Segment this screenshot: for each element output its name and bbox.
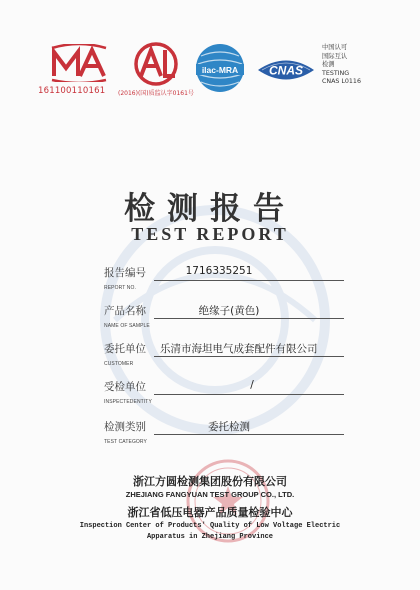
cnas-line-4: TESTING <box>322 69 350 77</box>
cnas-line-3: 检测 <box>322 61 335 68</box>
ilac-mra-text: ilac-MRA <box>201 65 239 75</box>
field-value: 委托检测 <box>208 421 250 433</box>
field-underline <box>154 434 344 435</box>
cma-number: 161100110161 <box>38 86 106 96</box>
ilac-mra-logo-icon <box>193 42 247 94</box>
field-underline <box>154 356 344 357</box>
field-sub-label: CUSTOMER <box>104 361 134 367</box>
field-underline <box>154 394 344 395</box>
field-label: 报告编号 <box>104 267 146 279</box>
report-title-cn: 检测报告 <box>124 191 296 227</box>
cnas-caption <box>322 44 361 87</box>
field-underline <box>154 280 344 281</box>
cal-logo-text: AL <box>127 42 129 43</box>
cnas-logo-icon <box>256 55 316 85</box>
inspection-center-cn: 浙江省低压电器产品质量检验中心 <box>127 506 293 519</box>
field-value: 乐清市海坦电气成套配件有限公司 <box>160 343 318 355</box>
field-value: 1716335251 <box>185 265 253 277</box>
cma-logo-icon <box>50 44 108 82</box>
cma-logo-text: MA <box>50 44 52 45</box>
field-underline <box>154 318 344 319</box>
field-sub-label: TEST CATEGORY <box>104 439 147 445</box>
field-label: 检测类别 <box>104 421 146 433</box>
field-sub-label: INSPECTEDENTITY <box>104 399 152 405</box>
field-sub-label: NAME OF SAMPLE <box>104 323 150 329</box>
cnas-line-5: CNAS L0116 <box>322 78 361 85</box>
cnas-line-1: 中国认可 <box>322 44 348 51</box>
cal-number: (2016)(国)质监认字0161号 <box>118 90 194 97</box>
cal-logo-icon <box>127 42 185 86</box>
issuer-name-en: ZHEJIANG FANGYUAN TEST GROUP CO., LTD. <box>125 490 295 499</box>
field-value: 绝缘子(黄色) <box>198 305 260 317</box>
cnas-line-2: 国际互认 <box>322 52 348 60</box>
issuer-name-cn: 浙江方圆检测集团股份有限公司 <box>133 475 287 488</box>
inspection-center-en-line1: Inspection Center of Products' Quality of Low Voltage Electric <box>79 522 341 530</box>
inspection-center-en-line2: Apparatus in Zhejiang Province <box>146 533 274 541</box>
field-sub-label: REPORT NO. <box>104 285 136 291</box>
cnas-logo-text: CNAS <box>268 63 304 78</box>
report-title-en: TEST REPORT <box>131 224 289 244</box>
field-value: / <box>250 379 254 391</box>
field-label: 委托单位 <box>104 343 146 355</box>
field-label: 受检单位 <box>104 381 146 393</box>
field-label: 产品名称 <box>104 305 146 317</box>
